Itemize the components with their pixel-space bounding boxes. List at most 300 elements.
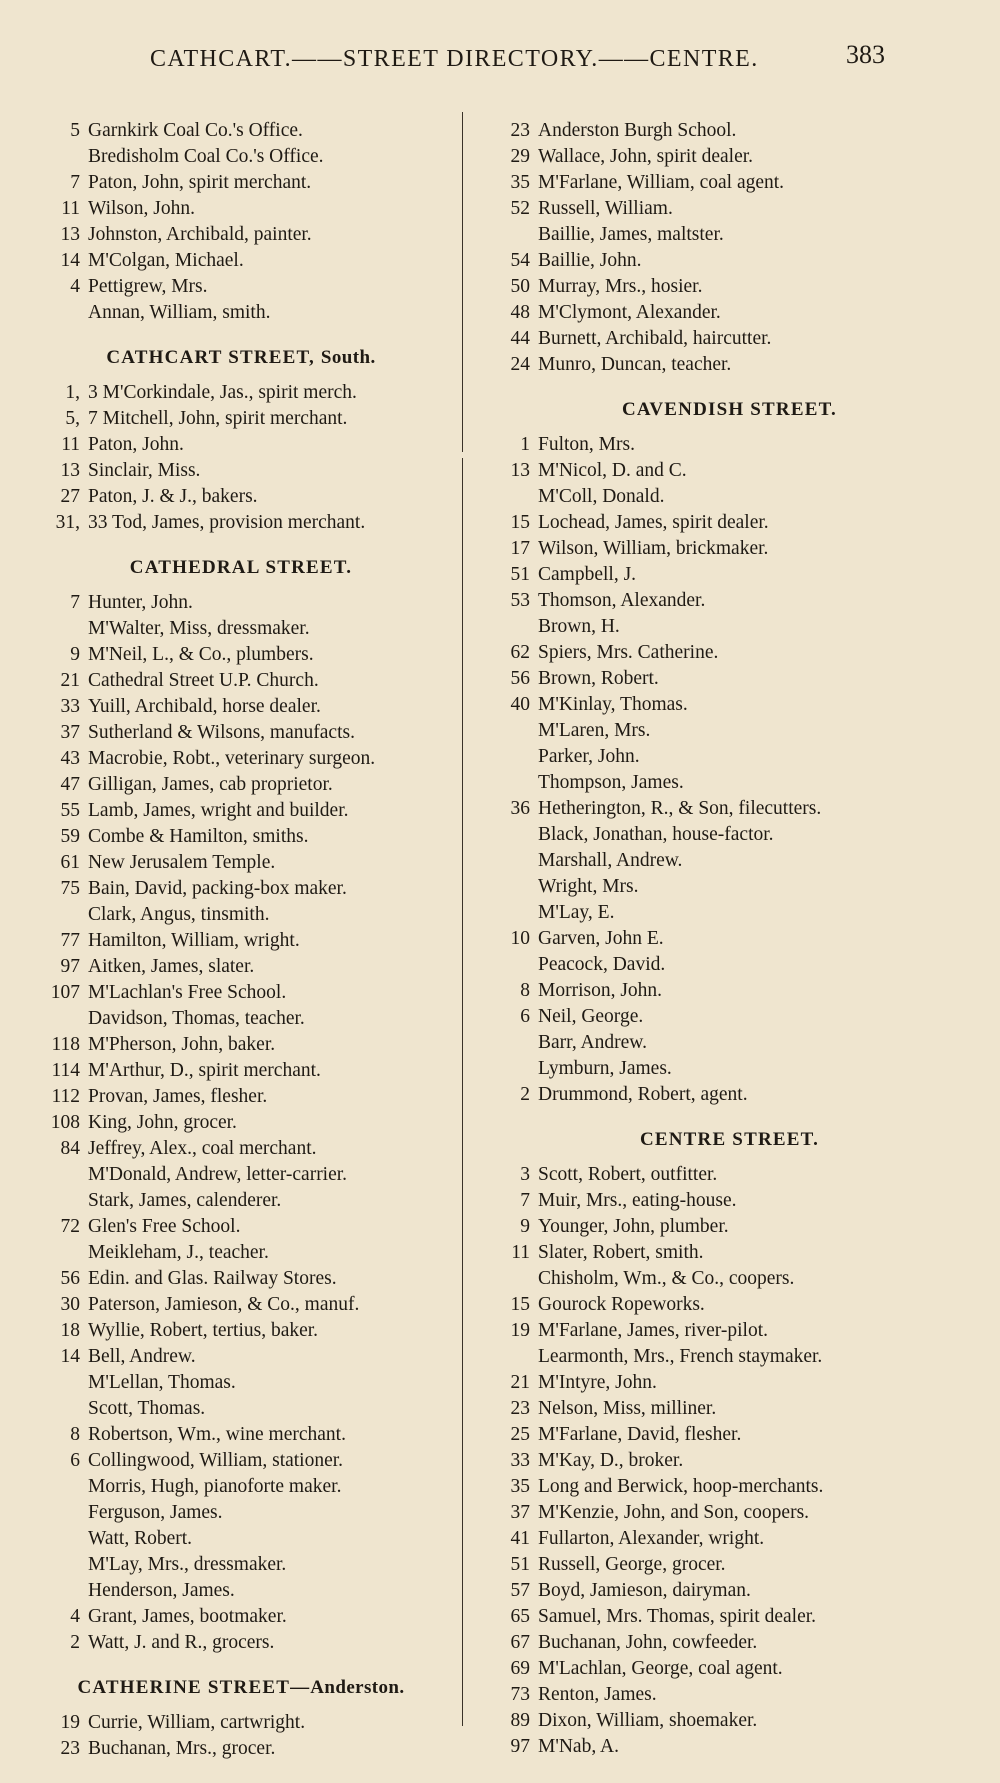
directory-entry — [22, 300, 460, 326]
house-number: 36 — [510, 798, 530, 819]
occupant-name: Jeffrey, Alex., coal merchant. — [88, 1138, 317, 1159]
occupant-name: Edin. and Glas. Railway Stores. — [88, 1268, 337, 1289]
directory-entry — [472, 510, 987, 536]
house-number: 108 — [50, 1112, 80, 1133]
directory-entry — [472, 118, 987, 144]
house-number: 10 — [510, 928, 530, 949]
directory-entry — [472, 744, 987, 770]
house-number: 69 — [510, 1658, 530, 1679]
directory-entry — [22, 1552, 460, 1578]
street-heading-cavendish-street — [472, 378, 987, 432]
house-number: 44 — [510, 328, 530, 349]
house-number — [22, 902, 88, 928]
occupant-name: M'Kay, D., broker. — [538, 1450, 684, 1471]
house-number: 14 — [60, 250, 80, 271]
house-number — [22, 1162, 88, 1188]
occupant-name: Chisholm, Wm., & Co., coopers. — [538, 1268, 795, 1289]
directory-entry — [472, 588, 987, 614]
house-number: 7 — [520, 1190, 530, 1211]
house-number: 2 — [70, 1632, 80, 1653]
occupant-name: Wyllie, Robert, tertius, baker. — [88, 1320, 319, 1341]
house-number: 62 — [510, 642, 530, 663]
occupant-name: Meikleham, J., teacher. — [88, 1242, 269, 1263]
house-number: 53 — [510, 590, 530, 611]
occupant-name: Drummond, Robert, agent. — [538, 1084, 748, 1105]
house-number: 2 — [520, 1084, 530, 1105]
house-number: 37 — [60, 722, 80, 743]
directory-entry — [22, 1292, 460, 1318]
occupant-name: Murray, Mrs., hosier. — [538, 276, 703, 297]
street-district: South. — [320, 347, 376, 368]
house-number: 9 — [520, 1216, 530, 1237]
street-heading-centre-street — [472, 1108, 987, 1162]
occupant-name: Wilson, William, brickmaker. — [538, 538, 769, 559]
occupant-name: Lochead, James, spirit dealer. — [538, 512, 769, 533]
house-number: 14 — [60, 1346, 80, 1367]
occupant-name: M'Clymont, Alexander. — [538, 302, 721, 323]
house-number — [472, 718, 538, 744]
house-number — [22, 144, 88, 170]
occupant-name: Garnkirk Coal Co.'s Office. — [88, 120, 303, 141]
directory-entry — [472, 1396, 987, 1422]
house-number: 57 — [510, 1580, 530, 1601]
house-number — [22, 1552, 88, 1578]
directory-entry — [472, 666, 987, 692]
house-number: 35 — [510, 172, 530, 193]
house-number: 11 — [61, 434, 80, 455]
house-number: 9 — [70, 644, 80, 665]
directory-entry — [472, 1422, 987, 1448]
house-number: 50 — [510, 276, 530, 297]
house-number: 72 — [60, 1216, 80, 1237]
directory-entry — [22, 668, 460, 694]
directory-entry — [472, 1734, 987, 1760]
house-number: 15 — [510, 512, 530, 533]
house-number: 17 — [510, 538, 530, 559]
occupant-name: M'Walter, Miss, dressmaker. — [88, 618, 310, 639]
directory-entry — [22, 590, 460, 616]
directory-entry — [22, 798, 460, 824]
directory-entry — [472, 874, 987, 900]
occupant-name: Russell, William. — [538, 198, 673, 219]
occupant-name: Glen's Free School. — [88, 1216, 241, 1237]
occupant-name: M'Intyre, John. — [538, 1372, 657, 1393]
occupant-name: Morrison, John. — [538, 980, 663, 1001]
house-number: 77 — [60, 930, 80, 951]
directory-entry — [22, 1032, 460, 1058]
occupant-name: M'Kinlay, Thomas. — [538, 694, 688, 715]
occupant-name: 33 Tod, James, provision merchant. — [88, 512, 366, 533]
house-number — [472, 874, 538, 900]
occupant-name: Grant, James, bootmaker. — [88, 1606, 287, 1627]
street-district: Anderston. — [310, 1677, 405, 1698]
occupant-name: Younger, John, plumber. — [538, 1216, 729, 1237]
occupant-name: New Jerusalem Temple. — [88, 852, 276, 873]
directory-entry — [22, 616, 460, 642]
occupant-name: Clark, Angus, tinsmith. — [88, 904, 270, 925]
house-number — [472, 484, 538, 510]
occupant-name: Long and Berwick, hoop-merchants. — [538, 1476, 824, 1497]
house-number: 27 — [60, 486, 80, 507]
occupant-name: Watt, J. and R., grocers. — [88, 1632, 275, 1653]
running-head: CATHCART.——STREET DIRECTORY.——CENTRE. — [150, 46, 759, 72]
street-name: CAVENDISH STREET. — [621, 399, 838, 420]
directory-entry — [472, 1682, 987, 1708]
house-number: 56 — [60, 1268, 80, 1289]
occupant-name: Garven, John E. — [538, 928, 664, 949]
occupant-name: Munro, Duncan, teacher. — [538, 354, 732, 375]
house-number: 43 — [60, 748, 80, 769]
house-number — [472, 1344, 538, 1370]
occupant-name: Currie, William, cartwright. — [88, 1712, 306, 1733]
directory-entry — [472, 352, 987, 378]
house-number: 97 — [60, 956, 80, 977]
occupant-name: Baillie, John. — [538, 250, 642, 271]
house-number — [22, 300, 88, 326]
house-number: 97 — [510, 1736, 530, 1757]
occupant-name: M'Lay, Mrs., dressmaker. — [88, 1554, 287, 1575]
house-number: 13 — [60, 460, 80, 481]
occupant-name: Brown, Robert. — [538, 668, 659, 689]
directory-entry — [472, 1292, 987, 1318]
occupant-name: Slater, Robert, smith. — [538, 1242, 704, 1263]
house-number: 18 — [60, 1320, 80, 1341]
street-heading-cathcart-street — [22, 326, 460, 380]
directory-entry — [22, 1500, 460, 1526]
directory-entry — [472, 1370, 987, 1396]
occupant-name: M'Laren, Mrs. — [538, 720, 651, 741]
occupant-name: M'Colgan, Michael. — [88, 250, 244, 271]
house-number: 3 — [520, 1164, 530, 1185]
directory-entry — [22, 510, 460, 536]
left-column — [22, 118, 460, 1762]
house-number: 5, — [65, 408, 80, 429]
occupant-name: Paton, J. & J., bakers. — [88, 486, 258, 507]
house-number: 114 — [51, 1060, 80, 1081]
column-divider — [462, 458, 463, 1726]
directory-entry — [22, 274, 460, 300]
occupant-name: Cathedral Street U.P. Church. — [88, 670, 319, 691]
occupant-name: Yuill, Archibald, horse dealer. — [88, 696, 321, 717]
house-number: 31, — [55, 512, 80, 533]
occupant-name: Dixon, William, shoemaker. — [538, 1710, 758, 1731]
directory-entry — [22, 222, 460, 248]
house-number: 4 — [70, 1606, 80, 1627]
house-number: 29 — [510, 146, 530, 167]
occupant-name: Neil, George. — [538, 1006, 644, 1027]
directory-entry — [472, 1056, 987, 1082]
house-number: 107 — [50, 982, 80, 1003]
directory-entry — [22, 1526, 460, 1552]
directory-entry — [22, 824, 460, 850]
occupant-name: Wallace, John, spirit dealer. — [538, 146, 754, 167]
directory-entry — [472, 1344, 987, 1370]
occupant-name: Collingwood, William, stationer. — [88, 1450, 344, 1471]
house-number: 37 — [510, 1502, 530, 1523]
occupant-name: Henderson, James. — [88, 1580, 235, 1601]
house-number — [22, 1396, 88, 1422]
directory-entry — [472, 952, 987, 978]
occupant-name: M'Farlane, David, flesher. — [538, 1424, 742, 1445]
occupant-name: Fulton, Mrs. — [538, 434, 635, 455]
directory-entry — [22, 144, 460, 170]
directory-entry — [472, 1162, 987, 1188]
directory-entry — [472, 562, 987, 588]
house-number: 13 — [510, 460, 530, 481]
directory-entry — [472, 1448, 987, 1474]
occupant-name: Brown, H. — [538, 616, 620, 637]
directory-entry — [22, 1448, 460, 1474]
column-divider — [462, 112, 463, 452]
directory-entry — [22, 1578, 460, 1604]
house-number: 24 — [510, 354, 530, 375]
directory-entry — [22, 484, 460, 510]
directory-entry — [472, 196, 987, 222]
occupant-name: Thompson, James. — [538, 772, 684, 793]
directory-entry — [472, 144, 987, 170]
directory-entry — [472, 926, 987, 952]
occupant-name: Paton, John. — [88, 434, 184, 455]
directory-entry — [472, 1630, 987, 1656]
directory-entry — [22, 876, 460, 902]
house-number: 1 — [520, 434, 530, 455]
occupant-name: Baillie, James, maltster. — [538, 224, 724, 245]
house-number — [472, 822, 538, 848]
occupant-name: Burnett, Archibald, haircutter. — [538, 328, 772, 349]
directory-entry — [472, 1474, 987, 1500]
occupant-name: M'Farlane, James, river-pilot. — [538, 1320, 769, 1341]
occupant-name: Barr, Andrew. — [538, 1032, 647, 1053]
occupant-name: Nelson, Miss, milliner. — [538, 1398, 717, 1419]
directory-entry — [472, 1552, 987, 1578]
occupant-name: M'Arthur, D., spirit merchant. — [88, 1060, 321, 1081]
page-number: 383 — [846, 40, 885, 69]
directory-entry — [22, 1084, 460, 1110]
house-number: 1, — [65, 382, 80, 403]
directory-entry — [472, 432, 987, 458]
house-number — [22, 1006, 88, 1032]
occupant-name: M'Donald, Andrew, letter-carrier. — [88, 1164, 348, 1185]
occupant-name: Watt, Robert. — [88, 1528, 193, 1549]
directory-entry — [472, 1030, 987, 1056]
occupant-name: Bell, Andrew. — [88, 1346, 196, 1367]
house-number: 40 — [510, 694, 530, 715]
directory-entry — [472, 300, 987, 326]
house-number: 23 — [510, 120, 530, 141]
house-number: 33 — [60, 696, 80, 717]
directory-entry — [472, 326, 987, 352]
house-number: 35 — [510, 1476, 530, 1497]
occupant-name: Combe & Hamilton, smiths. — [88, 826, 309, 847]
directory-entry — [472, 692, 987, 718]
directory-entry — [22, 772, 460, 798]
occupant-name: Spiers, Mrs. Catherine. — [538, 642, 719, 663]
directory-entry — [22, 902, 460, 928]
occupant-name: Paton, John, spirit merchant. — [88, 172, 312, 193]
house-number: 48 — [510, 302, 530, 323]
directory-entry — [22, 1396, 460, 1422]
directory-entry — [22, 118, 460, 144]
house-number: 21 — [510, 1372, 530, 1393]
directory-entry — [22, 1240, 460, 1266]
occupant-name: Anderston Burgh School. — [538, 120, 737, 141]
house-number: 7 — [70, 592, 80, 613]
directory-entry — [22, 380, 460, 406]
occupant-name: M'Nicol, D. and C. — [538, 460, 687, 481]
occupant-name: Fullarton, Alexander, wright. — [538, 1528, 765, 1549]
directory-entry — [22, 1344, 460, 1370]
house-number: 7 — [70, 172, 80, 193]
occupant-name: Macrobie, Robt., veterinary surgeon. — [88, 748, 376, 769]
occupant-name: Morris, Hugh, pianoforte maker. — [88, 1476, 342, 1497]
directory-entry — [472, 822, 987, 848]
directory-entry — [472, 1604, 987, 1630]
house-number — [472, 848, 538, 874]
street-name: CATHEDRAL STREET. — [129, 557, 353, 578]
directory-entry — [472, 458, 987, 484]
directory-entry — [22, 642, 460, 668]
house-number: 13 — [60, 224, 80, 245]
directory-entry — [472, 796, 987, 822]
house-number — [472, 222, 538, 248]
directory-entry — [22, 1136, 460, 1162]
directory-entry — [22, 1006, 460, 1032]
occupant-name: Paterson, Jamieson, & Co., manuf. — [88, 1294, 360, 1315]
house-number: 52 — [510, 198, 530, 219]
directory-entry — [472, 900, 987, 926]
occupant-name: Johnston, Archibald, painter. — [88, 224, 312, 245]
occupant-name: Buchanan, Mrs., grocer. — [88, 1738, 276, 1759]
occupant-name: M'Kenzie, John, and Son, coopers. — [538, 1502, 810, 1523]
house-number — [22, 1188, 88, 1214]
house-number: 33 — [510, 1450, 530, 1471]
directory-entry — [22, 1736, 460, 1762]
house-number — [472, 1030, 538, 1056]
directory-entry — [22, 1710, 460, 1736]
directory-entry — [472, 848, 987, 874]
house-number — [22, 1526, 88, 1552]
occupant-name: M'Nab, A. — [538, 1736, 619, 1757]
house-number: 84 — [60, 1138, 80, 1159]
street-heading-cathedral-street — [22, 536, 460, 590]
occupant-name: Annan, William, smith. — [88, 302, 271, 323]
occupant-name: Gilligan, James, cab proprietor. — [88, 774, 333, 795]
occupant-name: M'Lellan, Thomas. — [88, 1372, 236, 1393]
directory-entry — [472, 248, 987, 274]
occupant-name: M'Coll, Donald. — [538, 486, 665, 507]
occupant-name: Parker, John. — [538, 746, 640, 767]
occupant-name: Ferguson, James. — [88, 1502, 223, 1523]
house-number: 23 — [60, 1738, 80, 1759]
occupant-name: M'Farlane, William, coal agent. — [538, 172, 785, 193]
house-number — [22, 1500, 88, 1526]
occupant-name: Russell, George, grocer. — [538, 1554, 726, 1575]
house-number: 23 — [510, 1398, 530, 1419]
house-number: 25 — [510, 1424, 530, 1445]
house-number: 19 — [510, 1320, 530, 1341]
directory-entry — [472, 1214, 987, 1240]
house-number: 5 — [70, 120, 80, 141]
occupant-name: Hetherington, R., & Son, filecutters. — [538, 798, 822, 819]
house-number — [472, 1266, 538, 1292]
occupant-name: Thomson, Alexander. — [538, 590, 706, 611]
house-number: 30 — [60, 1294, 80, 1315]
directory-entry — [22, 1214, 460, 1240]
occupant-name: M'Lachlan's Free School. — [88, 982, 287, 1003]
directory-entry — [472, 1656, 987, 1682]
directory-entry — [22, 248, 460, 274]
house-number: 19 — [60, 1712, 80, 1733]
directory-entry — [22, 694, 460, 720]
house-number: 11 — [511, 1242, 530, 1263]
house-number: 51 — [510, 1554, 530, 1575]
directory-entry — [472, 1318, 987, 1344]
house-number: 75 — [60, 878, 80, 899]
occupant-name: Sutherland & Wilsons, manufacts. — [88, 722, 355, 743]
house-number — [22, 1578, 88, 1604]
directory-entry — [22, 720, 460, 746]
directory-entry — [22, 850, 460, 876]
directory-entry — [22, 458, 460, 484]
street-heading-catherine-street — [22, 1656, 460, 1710]
street-name: CENTRE STREET. — [639, 1129, 820, 1150]
occupant-name: Scott, Thomas. — [88, 1398, 206, 1419]
directory-entry — [22, 1604, 460, 1630]
directory-entry — [22, 1188, 460, 1214]
directory-entry — [472, 1708, 987, 1734]
occupant-name: Muir, Mrs., eating-house. — [538, 1190, 737, 1211]
house-number: 67 — [510, 1632, 530, 1653]
directory-entry — [472, 1188, 987, 1214]
house-number: 8 — [520, 980, 530, 1001]
directory-entry — [22, 1630, 460, 1656]
directory-entry — [22, 170, 460, 196]
occupant-name: 7 Mitchell, John, spirit merchant. — [88, 408, 348, 429]
occupant-name: Scott, Robert, outfitter. — [538, 1164, 718, 1185]
occupant-name: M'Lay, E. — [538, 902, 615, 923]
directory-entry — [22, 196, 460, 222]
house-number: 112 — [51, 1086, 80, 1107]
occupant-name: Gourock Ropeworks. — [538, 1294, 705, 1315]
occupant-name: Stark, James, calenderer. — [88, 1190, 282, 1211]
occupant-name: Robertson, Wm., wine merchant. — [88, 1424, 346, 1445]
directory-entry — [472, 1266, 987, 1292]
house-number — [472, 1056, 538, 1082]
directory-entry — [472, 1082, 987, 1108]
house-number: 21 — [60, 670, 80, 691]
house-number: 8 — [70, 1424, 80, 1445]
occupant-name: Davidson, Thomas, teacher. — [88, 1008, 305, 1029]
occupant-name: M'Neil, L., & Co., plumbers. — [88, 644, 314, 665]
occupant-name: Wright, Mrs. — [538, 876, 639, 897]
house-number: 11 — [61, 198, 80, 219]
street-name: CATHERINE STREET— — [77, 1677, 311, 1698]
occupant-name: 3 M'Corkindale, Jas., spirit merch. — [88, 382, 357, 403]
house-number: 89 — [510, 1710, 530, 1731]
occupant-name: Campbell, J. — [538, 564, 637, 585]
occupant-name: Peacock, David. — [538, 954, 666, 975]
house-number: 55 — [60, 800, 80, 821]
directory-entry — [22, 1370, 460, 1396]
directory-entry — [22, 980, 460, 1006]
house-number: 54 — [510, 250, 530, 271]
directory-entry — [472, 718, 987, 744]
directory-entry — [22, 1162, 460, 1188]
directory-entry — [22, 928, 460, 954]
directory-entry — [472, 1240, 987, 1266]
occupant-name: Hunter, John. — [88, 592, 193, 613]
house-number: 56 — [510, 668, 530, 689]
